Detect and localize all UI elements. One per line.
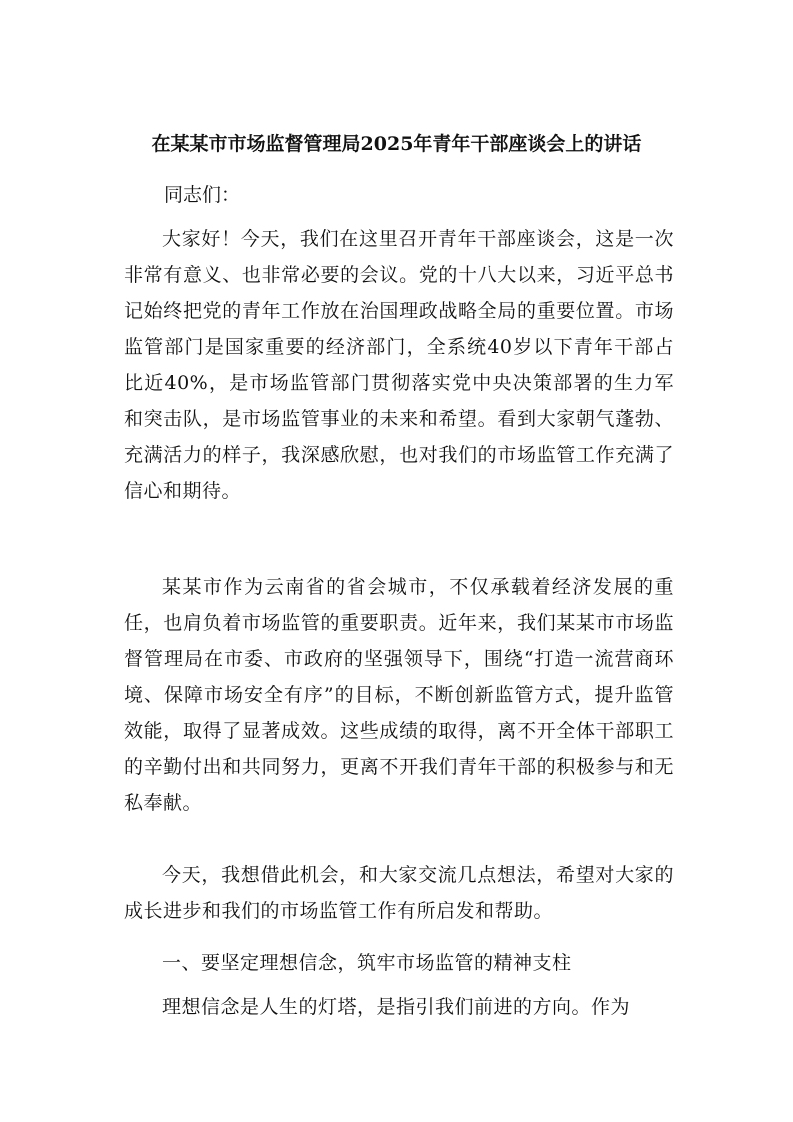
section-heading: [124, 945, 674, 981]
paragraph-text: 大家好！今天，我们在这里召开青年干部座谈会，这是一次非常有意义、也非常必要的会议。党的十八大以来，习近平总书记始终把党的青年工作放在治国理政战略全局的重要位置。市场监管部门是国家重要的经济部门，全系统40岁以下青年干部占比近40%，是市场监管部门贯彻落实党中央决策部署的生力军和突击队，是市场监管事业的未来和希望。看到大家朝气蓬勃、充满活力的样子，我深感欣慰，也对我们的市场监管工作充满了信心和期待。: [124, 228, 674, 502]
document-title: 在某某市市场监督管理局2025年青年干部座谈会上的讲话: [151, 133, 642, 155]
paragraph-1: [124, 221, 674, 509]
paragraph-2: [124, 569, 674, 821]
paragraph-text: 某某市作为云南省的省会城市，不仅承载着经济发展的重任，也肩负着市场监管的重要职责。近年来，我们某某市市场监督管理局在市委、市政府的坚强领导下，围绕“打造一流营商环境、保障市场安全有序”的目标，不断创新监管方式，提升监管效能，取得了显著成效。这些成绩的取得，离不开全体干部职工的辛勤付出和共同努力，更离不开我们青年干部的积极参与和无私奉献。: [124, 576, 674, 814]
section-heading-text: 一、要坚定理想信念，筑牢市场监管的精神支柱: [162, 952, 572, 974]
paragraph-4: [124, 989, 674, 1025]
paragraph-3: [124, 857, 674, 929]
paragraph-text: 理想信念是人生的灯塔，是指引我们前进的方向。作为: [162, 996, 631, 1018]
greeting: 同志们：: [164, 184, 241, 206]
paragraph-text: 今天，我想借此机会，和大家交流几点想法，希望对大家的成长进步和我们的市场监管工作有所启发和帮助。: [124, 864, 674, 922]
